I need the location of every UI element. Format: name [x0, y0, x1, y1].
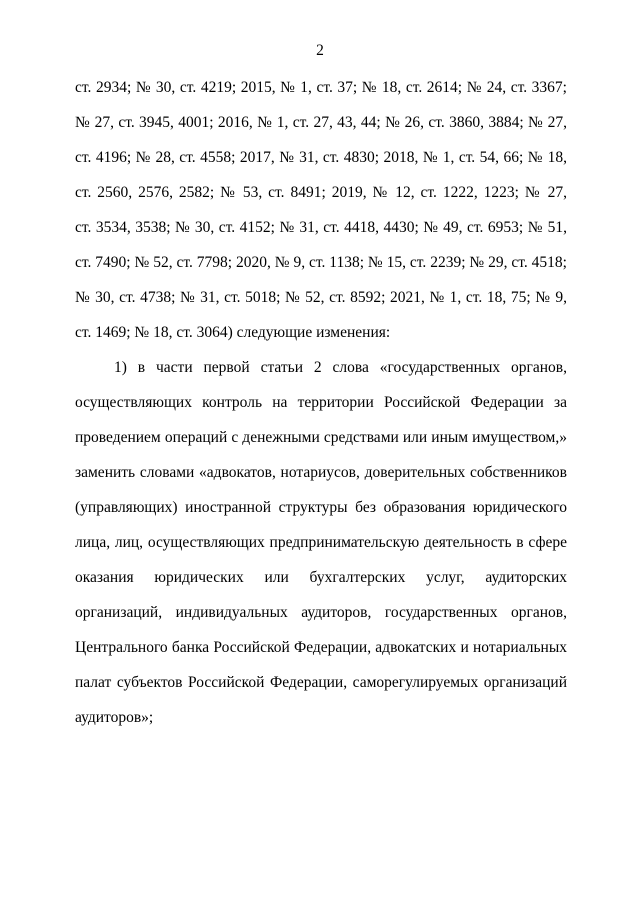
text-line: заменить словами «адвокатов, нотариусов, доверительных собственников	[75, 464, 567, 481]
text-line: ст. 2560, 2576, 2582; № 53, ст. 8491; 2019, № 12, ст. 1222, 1223; № 27,	[75, 184, 567, 201]
text-line: аудиторов»;	[75, 709, 154, 726]
text-line: проведением операций с денежными средствами или иным имуществом,»	[75, 429, 567, 446]
text-line: № 27, ст. 3945, 4001; 2016, № 1, ст. 27, 43, 44; № 26, ст. 3860, 3884; № 27,	[75, 114, 567, 131]
list-item-1-first-line: 1) в части первой статьи 2 слова «государственных органов,	[114, 359, 567, 376]
text-line: лица, лиц, осуществляющих предпринимательскую деятельность в сфере	[75, 534, 567, 551]
text-line: Центрального банка Российской Федерации, адвокатских и нотариальных	[75, 639, 567, 656]
text-line: оказания юридических или бухгалтерских услуг, аудиторских	[75, 569, 567, 586]
text-line: № 30, ст. 4738; № 31, ст. 5018; № 52, ст. 8592; 2021, № 1, ст. 18, 75; № 9,	[75, 289, 567, 306]
text-line: ст. 3534, 3538; № 30, ст. 4152; № 31, ст. 4418, 4430; № 49, ст. 6953; № 51,	[75, 219, 567, 236]
text-line: ст. 7490; № 52, ст. 7798; 2020, № 9, ст. 1138; № 15, ст. 2239; № 29, ст. 4518;	[75, 254, 567, 271]
text-line: ст. 1469; № 18, ст. 3064) следующие изменения:	[75, 324, 391, 341]
text-line: ст. 2934; № 30, ст. 4219; 2015, № 1, ст. 37; № 18, ст. 2614; № 24, ст. 3367;	[75, 79, 567, 96]
text-line: осуществляющих контроль на территории Российской Федерации за	[75, 394, 567, 411]
text-line: (управляющих) иностранной структуры без образования юридического	[75, 499, 567, 516]
text-line: организаций, индивидуальных аудиторов, государственных органов,	[75, 604, 567, 621]
text-line: палат субъектов Российской Федерации, саморегулируемых организаций	[75, 674, 567, 691]
page-number: 2	[316, 42, 324, 59]
text-line: ст. 4196; № 28, ст. 4558; 2017, № 31, ст. 4830; 2018, № 1, ст. 54, 66; № 18,	[75, 149, 567, 166]
